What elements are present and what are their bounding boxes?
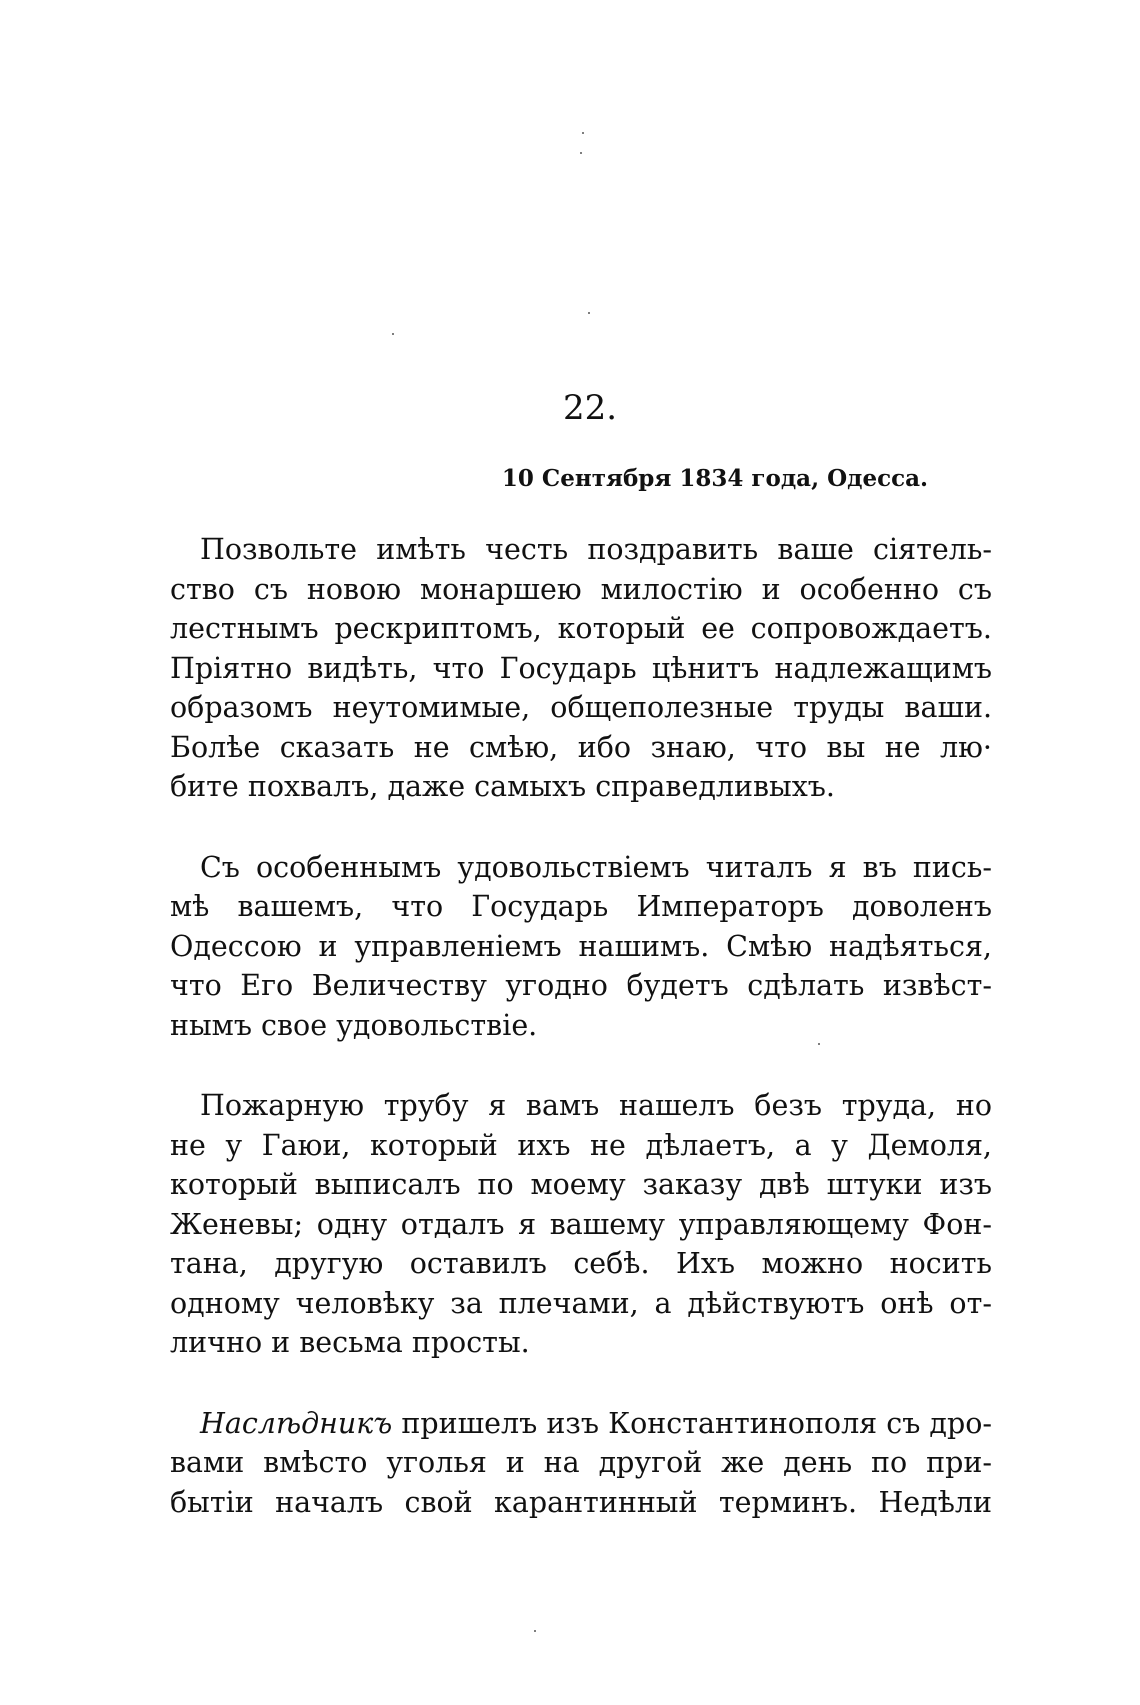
text-line: бите похвалъ, даже самыхъ справедливыхъ. bbox=[170, 770, 835, 803]
paragraph-1 bbox=[170, 530, 992, 807]
text-line: Одессою и управленіемъ нашимъ. Смѣю надѣяться, bbox=[170, 929, 992, 963]
text-line: что Его Величеству угодно будетъ сдѣлать извѣст- bbox=[170, 969, 992, 1002]
print-speck bbox=[534, 1630, 536, 1632]
text-line: ство съ новою монаршею милостію и особенно съ bbox=[170, 572, 992, 606]
text-line: тана, другую оставилъ себѣ. Ихъ можно носить bbox=[170, 1247, 992, 1280]
text-line: нымъ свое удовольствіе. bbox=[170, 1008, 538, 1042]
italic-word: Наслѣдникъ bbox=[200, 1406, 393, 1440]
text-line: который выписалъ по моему заказу двѣ штуки изъ bbox=[170, 1168, 992, 1201]
print-speck bbox=[580, 152, 582, 154]
text-line: лично и весьма просты. bbox=[170, 1326, 530, 1359]
text-line bbox=[170, 1404, 992, 1444]
print-speck bbox=[588, 312, 590, 314]
text-line: Съ особеннымъ удовольствіемъ читалъ я въ пись- bbox=[200, 850, 992, 884]
letter-body bbox=[170, 530, 992, 1563]
paragraph-2 bbox=[170, 848, 992, 1046]
text-line: одному человѣку за плечами, а дѣйствуютъ онѣ от- bbox=[170, 1286, 992, 1320]
text-line: Болѣе сказать не смѣю, ибо знаю, что вы не лю· bbox=[170, 730, 992, 764]
print-speck bbox=[582, 132, 584, 134]
text-line: вами вмѣсто уголья и на другой же день по при- bbox=[170, 1446, 992, 1479]
text-line: мѣ вашемъ, что Государь Императоръ доволенъ bbox=[170, 890, 992, 923]
paragraph-4 bbox=[170, 1404, 992, 1523]
text-line: образомъ неутомимые, общеполезные труды ваши. bbox=[170, 691, 992, 724]
text-line: Пожарную трубу я вамъ нашелъ безъ труда, но bbox=[200, 1089, 992, 1122]
text-line: лестнымъ рескриптомъ, который ее сопровождаетъ. bbox=[170, 612, 992, 645]
paragraph-3 bbox=[170, 1086, 992, 1363]
print-speck bbox=[392, 333, 394, 335]
text-line: Пріятно видѣть, что Государь цѣнитъ надлежащимъ bbox=[170, 651, 992, 685]
text-line: бытіи началъ свой карантинный терминъ. Недѣли bbox=[170, 1485, 992, 1519]
text-line: не у Гаюи, который ихъ не дѣлаетъ, а у Демоля, bbox=[170, 1128, 992, 1162]
text-line: Позвольте имѣть честь поздравить ваше сіятель- bbox=[200, 533, 992, 566]
letter-number: 22. bbox=[562, 388, 618, 428]
text-line-rest: пришелъ изъ Константинополя съ дро- bbox=[392, 1406, 992, 1440]
letter-date: 10 Сентября 1834 года, Одесса. bbox=[501, 465, 928, 492]
text-line: Женевы; одну отдалъ я вашему управляющему Фон- bbox=[170, 1207, 992, 1241]
